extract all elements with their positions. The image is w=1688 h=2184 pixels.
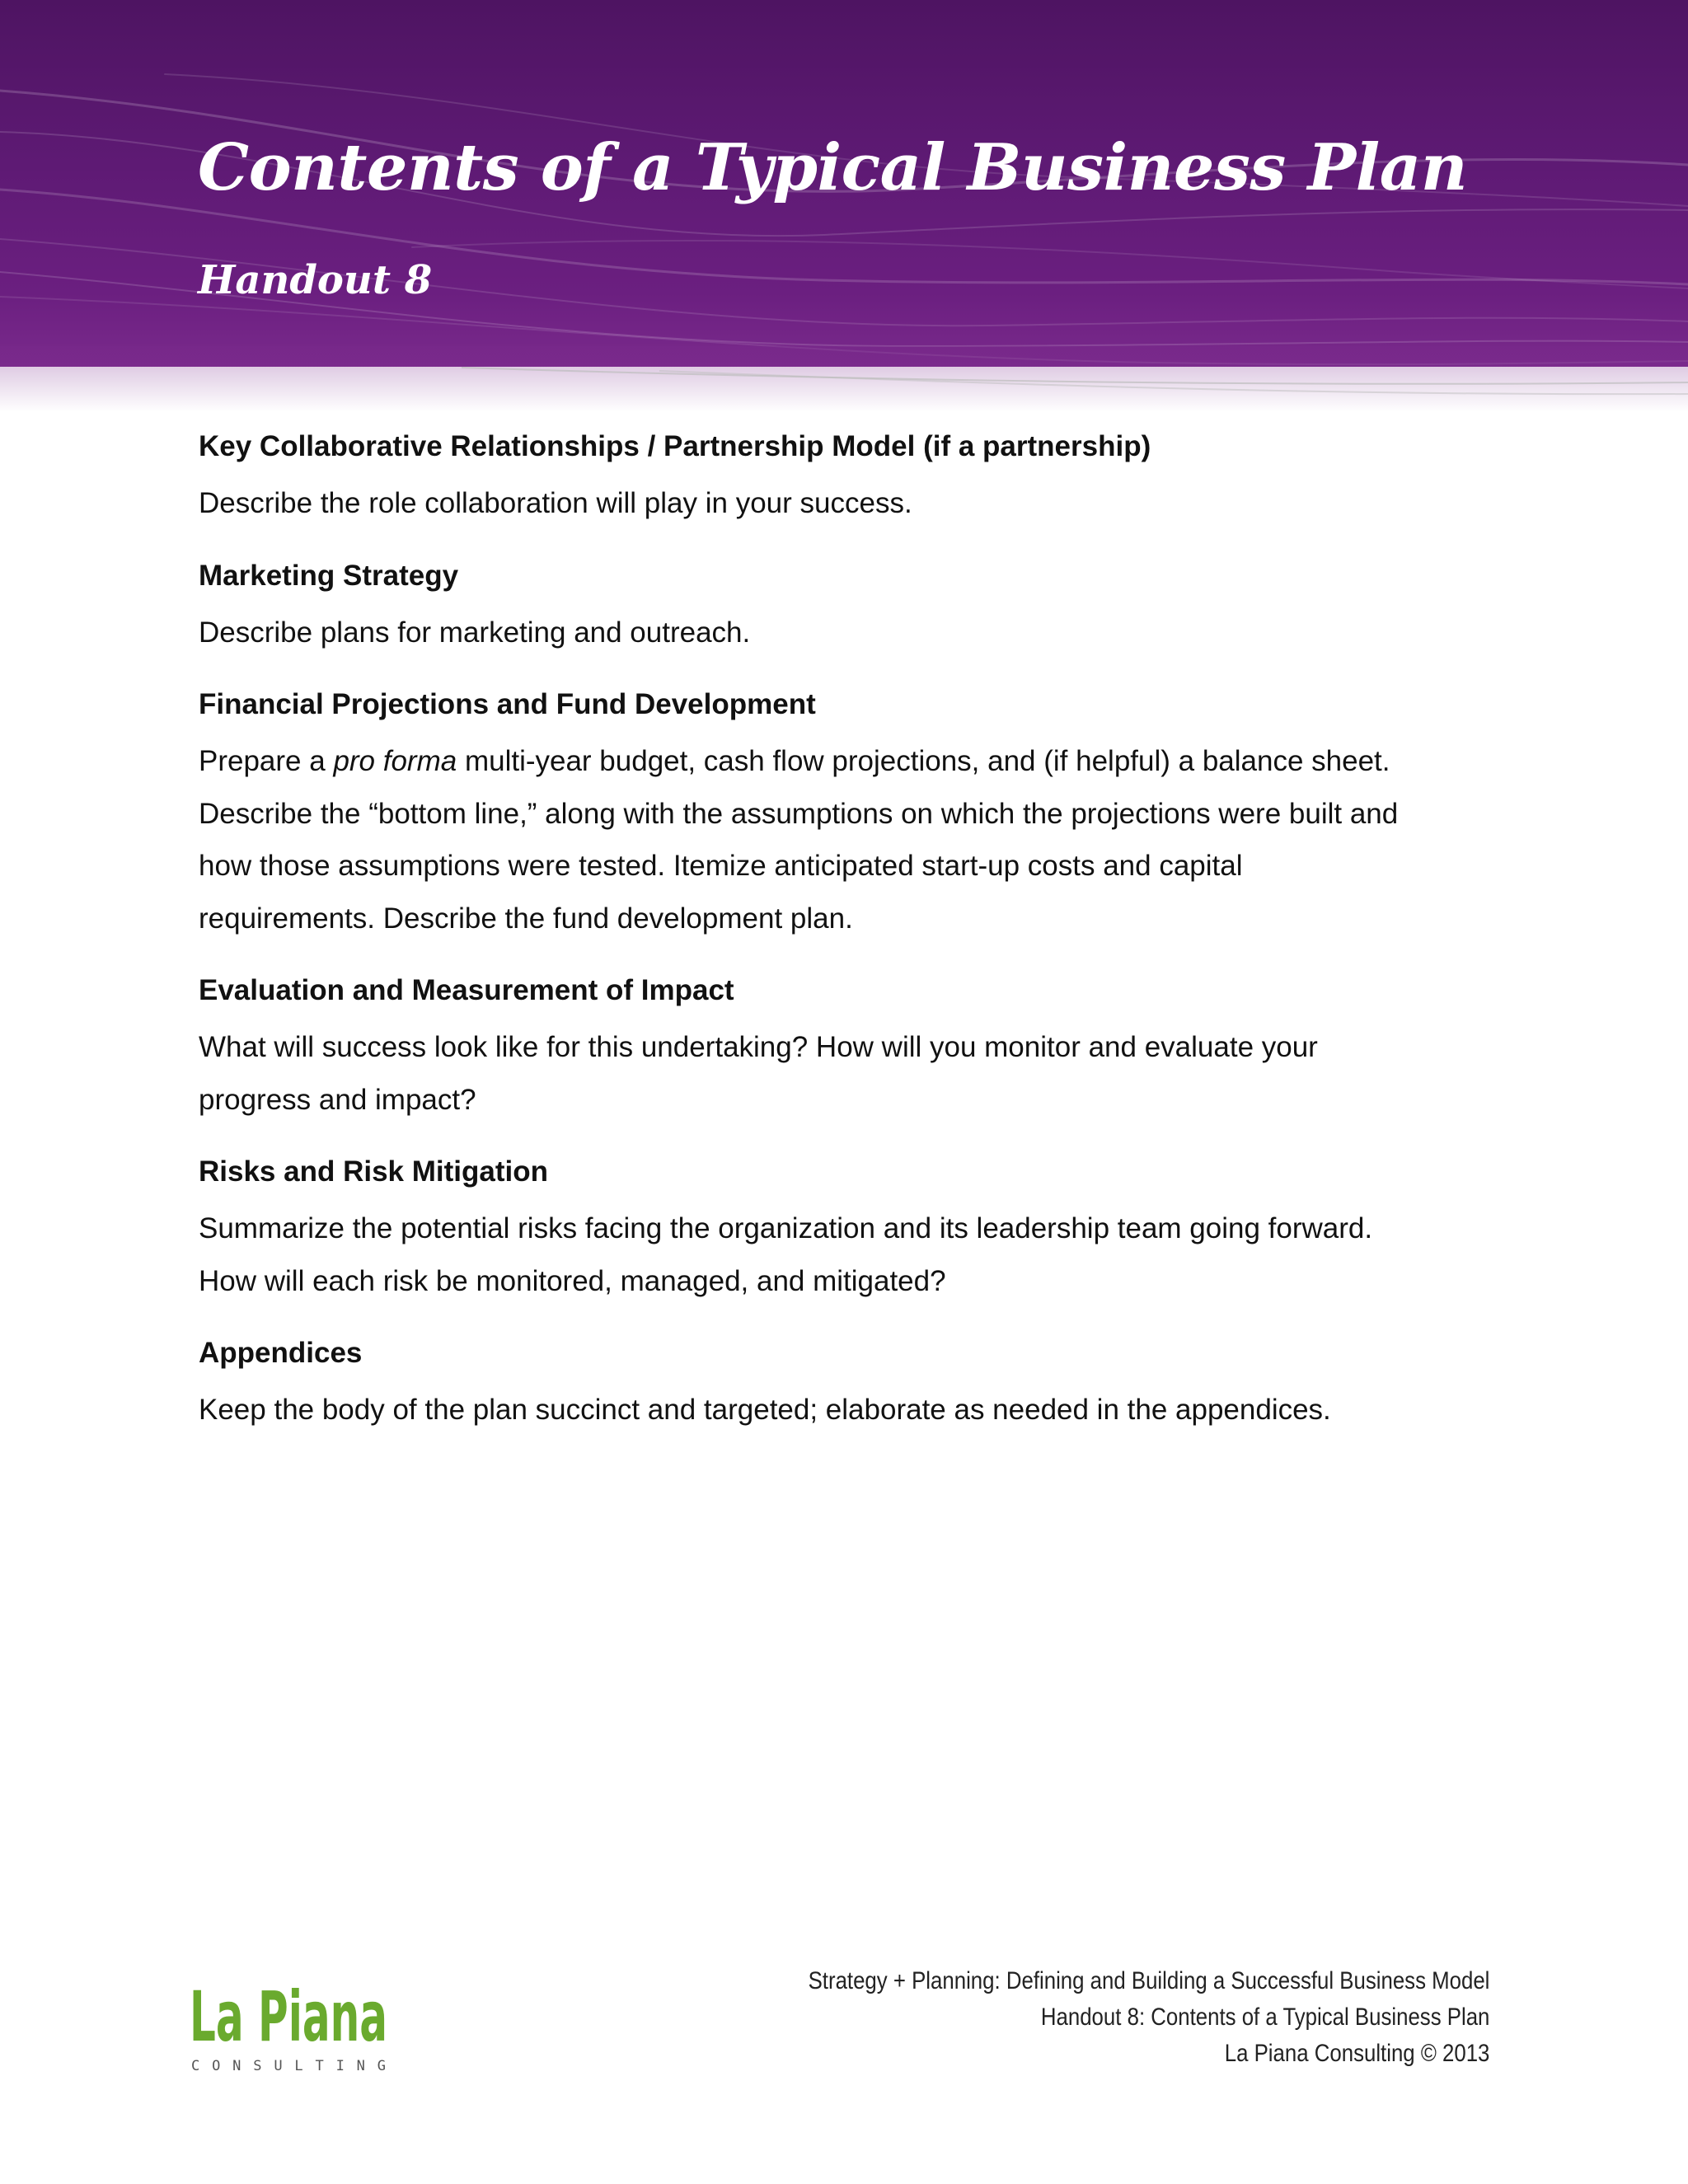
section-heading: Evaluation and Measurement of Impact xyxy=(199,974,734,1006)
section-heading: Marketing Strategy xyxy=(199,559,459,592)
la-piana-logo xyxy=(188,1961,402,2077)
section-body xyxy=(199,1021,1517,1126)
footer-copyright: La Piana Consulting © 2013 xyxy=(1224,2040,1489,2067)
section-appendices xyxy=(199,1331,1517,1436)
footer-handout-title: Handout 8: Contents of a Typical Business Plan xyxy=(1040,2004,1489,2031)
logo-wordmark: La Piana xyxy=(190,1976,387,2057)
page-title: Contents of a Typical Business Plan xyxy=(198,130,1468,205)
logo-tagline: CONSULTING xyxy=(191,2058,386,2074)
section-heading: Key Collaborative Relationships / Partnership Model (if a partnership) xyxy=(199,430,1151,462)
section-body xyxy=(199,1202,1517,1307)
body-line xyxy=(199,735,1517,788)
section-heading: Appendices xyxy=(199,1337,363,1369)
section-collaborative-relationships xyxy=(199,424,1517,530)
body-line: How will each risk be monitored, managed, and mitigated? xyxy=(199,1264,946,1297)
plan-contents xyxy=(199,424,1517,1460)
section-risks xyxy=(199,1150,1517,1307)
body-line: progress and impact? xyxy=(199,1083,476,1116)
section-body xyxy=(199,735,1517,944)
page-subtitle: Handout 8 xyxy=(198,257,433,303)
body-line: Describe the “bottom line,” along with the assumptions on which the projections were built and xyxy=(199,797,1399,830)
section-body xyxy=(199,1384,1517,1436)
body-line: Describe plans for marketing and outreach. xyxy=(199,616,751,649)
banner-edge-lines xyxy=(0,363,1688,412)
section-evaluation-impact xyxy=(199,968,1517,1126)
body-line: requirements. Describe the fund development plan. xyxy=(199,902,853,935)
header-banner xyxy=(0,0,1688,367)
section-heading: Risks and Risk Mitigation xyxy=(199,1155,548,1188)
section-heading: Financial Projections and Fund Development xyxy=(199,688,816,720)
footer-series-title: Strategy + Planning: Defining and Building a Successful Business Model xyxy=(808,1967,1489,1994)
section-body xyxy=(199,477,1517,530)
body-line: Keep the body of the plan succinct and targeted; elaborate as needed in the appendices. xyxy=(199,1394,1331,1426)
body-line: how those assumptions were tested. Itemize anticipated start-up costs and capital xyxy=(199,850,1243,882)
body-line: Summarize the potential risks facing the organization and its leadership team going forward. xyxy=(199,1212,1373,1244)
section-marketing-strategy xyxy=(199,554,1517,659)
body-line: Describe the role collaboration will play in your success. xyxy=(199,487,912,519)
italic-term: pro forma xyxy=(333,745,457,777)
section-body xyxy=(199,607,1517,659)
body-text: Prepare a xyxy=(199,745,334,777)
section-financial-projections xyxy=(199,682,1517,944)
page-footer xyxy=(697,1963,1489,2072)
body-line: What will success look like for this undertaking? How will you monitor and evaluate your xyxy=(199,1031,1318,1063)
body-text: multi-year budget, cash flow projections, and (if helpful) a balance sheet. xyxy=(457,745,1390,777)
